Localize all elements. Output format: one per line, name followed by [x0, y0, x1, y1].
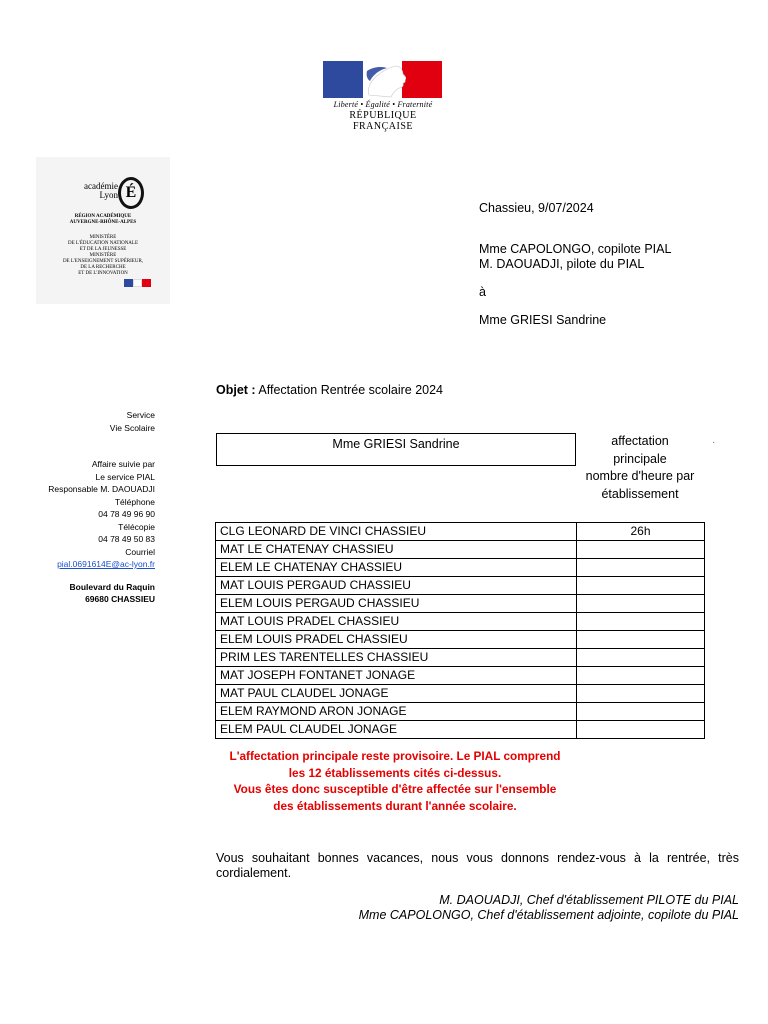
address-line-1: Boulevard du Raquin: [69, 581, 155, 592]
closing-paragraph: Vous souhaitant bonnes vacances, nous vous donnons rendez-vous à la rentrée, très cordialement.: [216, 851, 739, 880]
table-row: [216, 667, 705, 685]
establishments-table: [215, 522, 705, 739]
fax-number: 04 78 49 50 83: [98, 534, 155, 544]
affaire-service: Le service PIAL: [95, 471, 155, 482]
establishment-cell: MAT LOUIS PRADEL CHASSIEU: [216, 613, 577, 631]
establishment-cell: MAT PAUL CLAUDEL JONAGE: [216, 685, 577, 703]
hours-cell: [577, 541, 705, 559]
mini-flag-icon: [124, 279, 150, 289]
hours-cell: [577, 685, 705, 703]
academie-name-line2: Lyon: [99, 190, 118, 200]
warning-line: les 12 établissements cités ci-dessus.: [288, 765, 502, 780]
table-row: [216, 649, 705, 667]
hours-cell: [577, 667, 705, 685]
recipient: Mme GRIESI Sandrine: [479, 313, 607, 327]
hours-cell: [577, 613, 705, 631]
phone-label: Téléphone: [114, 496, 155, 507]
ministry-line: ET DE L'INNOVATION: [78, 271, 128, 276]
provisional-warning: [215, 748, 575, 814]
ministry-names: [36, 235, 170, 277]
ministry-line: MINISTÈRE: [89, 253, 117, 258]
motto: Liberté • Égalité • Fraternité: [333, 100, 433, 109]
hours-cell: [577, 559, 705, 577]
establishment-cell: PRIM LES TARENTELLES CHASSIEU: [216, 649, 577, 667]
warning-line: L'affectation principale reste provisoire. Le PIAL comprend: [229, 749, 561, 763]
ministry-line: DE LA RECHERCHE: [80, 265, 126, 270]
dot-mark: ·: [712, 437, 716, 448]
establishment-cell: ELEM RAYMOND ARON JONAGE: [216, 703, 577, 721]
sender-sidebar: [30, 409, 155, 606]
service-label: Service: [126, 410, 155, 420]
establishment-cell: ELEM LOUIS PRADEL CHASSIEU: [216, 631, 577, 649]
to-word: à: [479, 285, 486, 299]
service-name: Vie Scolaire: [109, 422, 155, 433]
hours-cell: 26h: [577, 523, 705, 541]
establishment-cell: MAT LOUIS PERGAUD CHASSIEU: [216, 577, 577, 595]
table-row: [216, 541, 705, 559]
ministry-line: DE L'ENSEIGNEMENT SUPÉRIEUR,: [62, 259, 144, 264]
republic-name: RÉPUBLIQUE FRANÇAISE: [349, 110, 417, 132]
warning-line: Vous êtes donc susceptible d'être affectée sur l'ensemble: [233, 782, 557, 796]
table-row: [216, 595, 705, 613]
hours-cell: [577, 631, 705, 649]
column-header-line: nombre d'heure par: [585, 469, 695, 483]
place-date: Chassieu, 9/07/2024: [479, 201, 594, 215]
object-line: [216, 383, 443, 398]
academie-letter: É: [125, 184, 137, 201]
table-row: [216, 685, 705, 703]
ministry-line: MINISTÈRE: [89, 235, 117, 240]
hours-cell: [577, 649, 705, 667]
marianne-logo: [323, 61, 443, 132]
signature-line-1: M. DAOUADJI, Chef d'établissement PILOTE du PIAL: [439, 893, 739, 907]
ministry-line: ET DE LA JEUNESSE: [79, 247, 127, 252]
warning-line: des établissements durant l'année scolaire.: [273, 798, 517, 813]
assignee-name-box: Mme GRIESI Sandrine: [216, 433, 576, 466]
academie-name: [78, 182, 118, 200]
establishment-cell: MAT LE CHATENAY CHASSIEU: [216, 541, 577, 559]
region-line: AUVERGNE-RHÔNE-ALPES: [69, 220, 137, 225]
address-line-2: 69680 CHASSIEU: [85, 594, 155, 604]
table-row: [216, 631, 705, 649]
hours-cell: [577, 721, 705, 739]
email-label: Courriel: [125, 546, 155, 557]
signature: [359, 893, 739, 923]
sender-line-2: M. DAOUADJI, pilote du PIAL: [479, 257, 645, 271]
object-text: Affectation Rentrée scolaire 2024: [258, 383, 443, 397]
table-row: [216, 721, 705, 739]
table-row: [216, 559, 705, 577]
sender-line-1: Mme CAPOLONGO, copilote PIAL: [479, 242, 672, 256]
establishment-cell: CLG LEONARD DE VINCI CHASSIEU: [216, 523, 577, 541]
table-row: [216, 577, 705, 595]
table-row: [216, 523, 705, 541]
hours-cell: [577, 595, 705, 613]
marianne-profile-icon: [323, 61, 442, 98]
academie-name-line1: académie: [84, 181, 118, 191]
phone-number: 04 78 49 96 90: [98, 509, 155, 519]
region-line: RÉGION ACADÉMIQUE: [74, 214, 132, 219]
object-label: Objet :: [216, 383, 256, 397]
establishment-cell: ELEM PAUL CLAUDEL JONAGE: [216, 721, 577, 739]
flag-icon: [323, 61, 442, 98]
hours-cell: [577, 577, 705, 595]
table-row: [216, 613, 705, 631]
table-row: [216, 703, 705, 721]
affaire-label: Affaire suivie par: [91, 459, 155, 469]
hours-cell: [577, 703, 705, 721]
column-header-line: établissement: [601, 486, 679, 501]
column-header-line: principale: [613, 451, 667, 466]
establishment-cell: ELEM LOUIS PERGAUD CHASSIEU: [216, 595, 577, 613]
academie-logo: [36, 157, 170, 304]
hours-column-header: [578, 433, 702, 503]
column-header-line: affectation: [611, 434, 669, 448]
signature-line-2: Mme CAPOLONGO, Chef d'établissement adjointe, copilote du PIAL: [358, 908, 739, 922]
ministry-line: DE L'ÉDUCATION NATIONALE: [67, 241, 139, 246]
region-name: [36, 214, 170, 226]
fax-label: Télécopie: [118, 521, 155, 532]
affaire-responsible: Responsable M. DAOUADJI: [48, 484, 155, 494]
establishment-cell: ELEM LE CHATENAY CHASSIEU: [216, 559, 577, 577]
establishment-cell: MAT JOSEPH FONTANET JONAGE: [216, 667, 577, 685]
email-link[interactable]: pial.0691614E@ac-lyon.fr: [57, 559, 155, 569]
academie-e-icon: [118, 177, 144, 209]
